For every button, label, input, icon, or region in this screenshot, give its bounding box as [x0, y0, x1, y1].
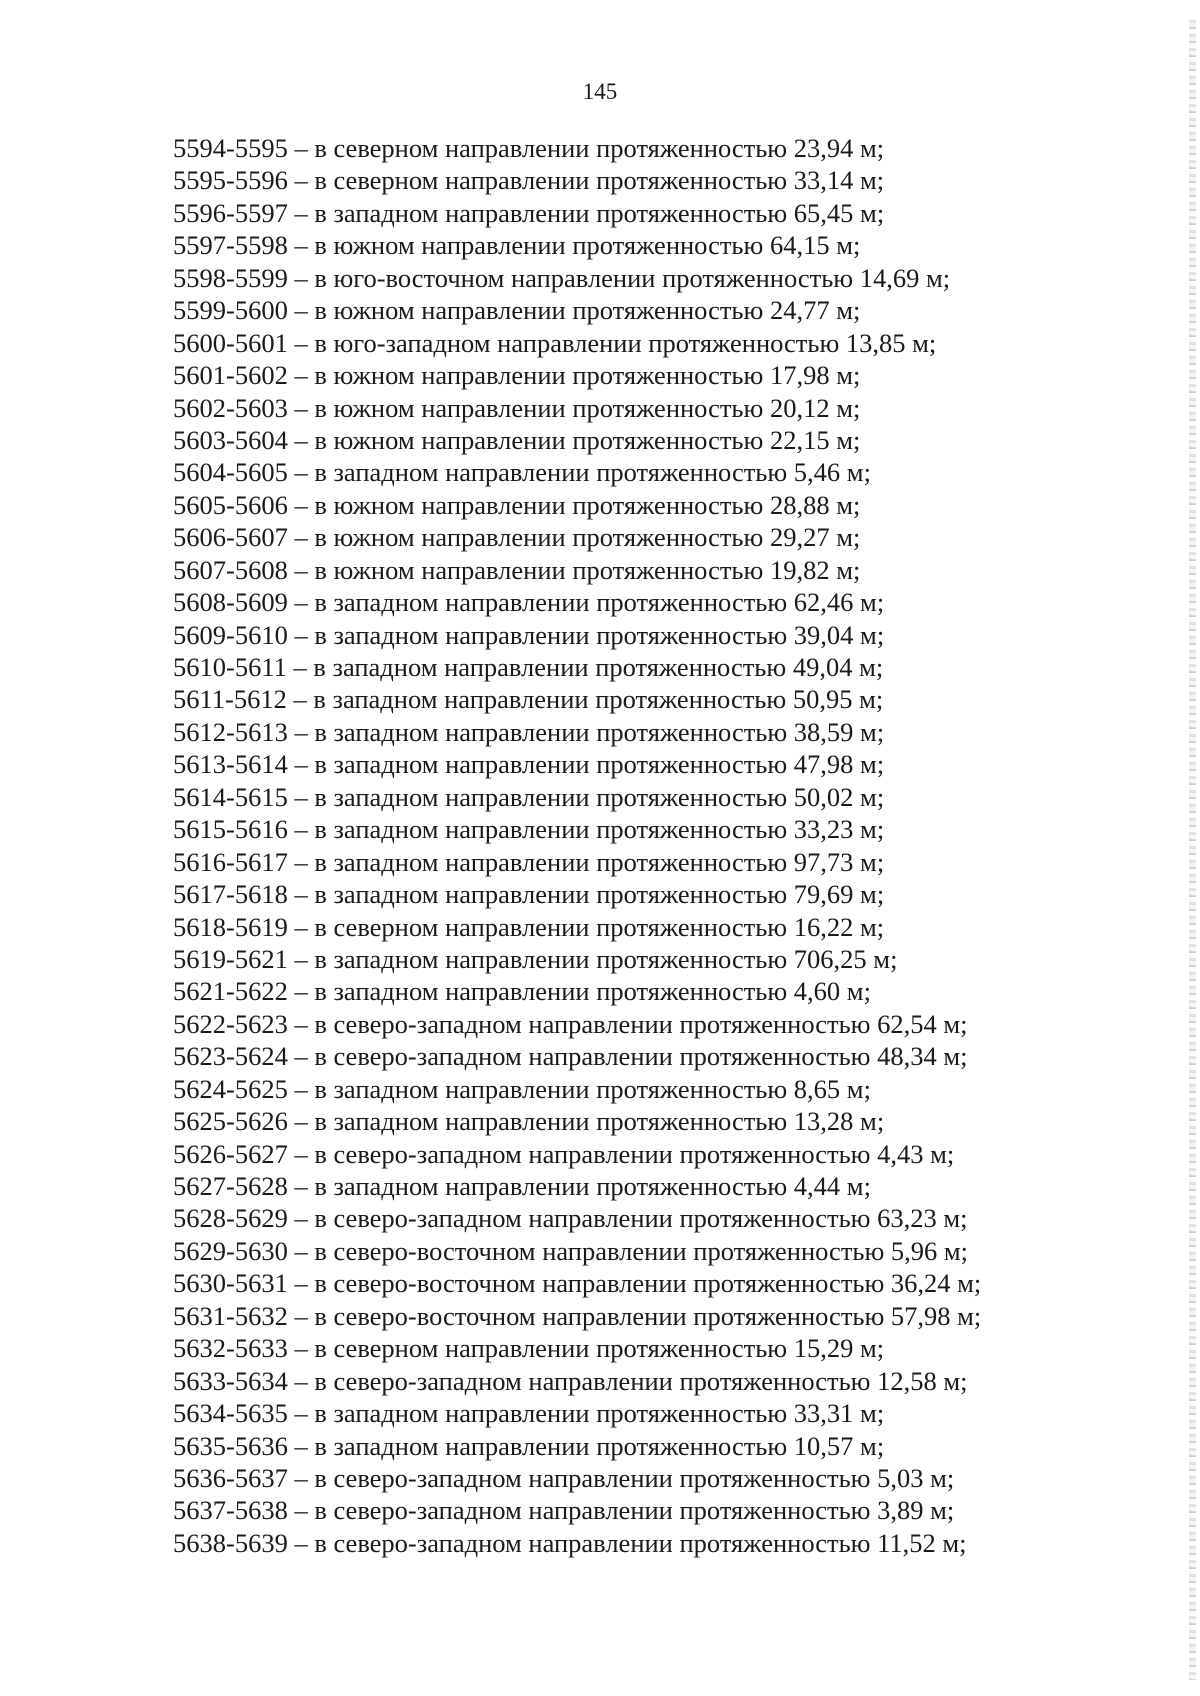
segment-line	[173, 1202, 981, 1234]
segment-separator: –	[287, 392, 315, 423]
segment-range: 5611-5612	[173, 684, 287, 715]
segment-line	[173, 327, 981, 359]
segment-range: 5631-5632	[173, 1300, 288, 1331]
segment-line	[173, 1138, 981, 1170]
segment-description: в северо-западном направлении протяженностью 5,03 м;	[314, 1462, 955, 1493]
segment-description: в южном направлении протяженностью 24,77 м;	[314, 295, 861, 326]
segment-separator: –	[287, 1203, 315, 1234]
segment-range: 5599-5600	[173, 295, 288, 326]
segment-description: в южном направлении протяженностью 17,98 м;	[314, 360, 861, 391]
segment-range: 5612-5613	[173, 716, 288, 747]
segment-separator: –	[287, 619, 315, 650]
segment-line	[173, 1073, 981, 1105]
segment-range: 5627-5628	[173, 1171, 288, 1201]
segment-description: в западном направлении протяженностью 50,95 м;	[313, 684, 884, 715]
segment-range: 5637-5638	[173, 1495, 288, 1526]
segment-range: 5609-5610	[173, 619, 288, 650]
segment-separator: –	[287, 197, 315, 228]
segment-separator: –	[287, 424, 315, 455]
page-number: 145	[582, 79, 618, 104]
segment-separator: –	[287, 1333, 315, 1364]
segment-range: 5603-5604	[173, 424, 288, 455]
segment-range: 5610-5611	[173, 652, 287, 682]
segment-range: 5621-5622	[173, 976, 288, 1007]
segment-line	[173, 1170, 981, 1202]
segment-line	[173, 975, 981, 1007]
segment-description: в южном направлении протяженностью 20,12 м;	[314, 392, 861, 423]
segment-line	[173, 781, 981, 813]
segment-range: 5630-5631	[173, 1268, 288, 1299]
segment-separator: –	[287, 846, 315, 877]
segment-range: 5598-5599	[173, 262, 288, 293]
segment-description: в северо-западном направлении протяженностью 63,23 м;	[314, 1203, 968, 1234]
segment-description: в южном направлении протяженностью 28,88 м;	[314, 489, 861, 520]
segment-line	[173, 586, 981, 618]
segment-description: в северо-западном направлении протяженностью 48,34 м;	[314, 1041, 968, 1072]
segment-separator: –	[287, 1138, 315, 1169]
segment-line	[173, 1267, 981, 1299]
segment-line	[173, 1365, 981, 1397]
segment-range: 5595-5596	[173, 165, 288, 196]
segment-range: 5628-5629	[173, 1203, 288, 1234]
segment-description: в западном направлении протяженностью 39,04 м;	[314, 619, 885, 650]
segment-line	[173, 813, 981, 845]
segment-range: 5596-5597	[173, 197, 288, 228]
segment-description: в северо-западном направлении протяженностью 11,52 м;	[314, 1527, 967, 1558]
segment-description: в северном направлении протяженностью 16,22 м;	[314, 911, 885, 942]
segment-separator: –	[287, 1300, 315, 1331]
segment-description: в западном направлении протяженностью 38,59 м;	[314, 716, 885, 747]
segment-separator: –	[287, 230, 315, 261]
segment-separator: –	[287, 295, 315, 326]
segment-separator: –	[287, 1008, 315, 1039]
segment-description: в северо-западном направлении протяженностью 62,54 м;	[314, 1008, 968, 1039]
segment-description: в западном направлении протяженностью 97,73 м;	[314, 846, 885, 877]
segment-description: в западном направлении протяженностью 8,65 м;	[314, 1073, 871, 1104]
segment-range: 5607-5608	[173, 554, 288, 585]
segment-separator: –	[287, 1171, 315, 1201]
segment-line	[173, 716, 981, 748]
segment-range: 5606-5607	[173, 522, 288, 553]
segment-line	[173, 1430, 981, 1462]
segment-description: в западном направлении протяженностью 5,46 м;	[314, 457, 871, 488]
segment-description: в западном направлении протяженностью 4,60 м;	[314, 976, 871, 1007]
segment-line	[173, 294, 981, 326]
segment-line	[173, 456, 981, 488]
segment-description: в северо-восточном направлении протяженностью 36,24 м;	[314, 1268, 982, 1299]
segment-description: в западном направлении протяженностью 33,31 м;	[314, 1398, 885, 1429]
segment-separator: –	[287, 1041, 315, 1072]
segment-line	[173, 846, 981, 878]
segment-range: 5605-5606	[173, 489, 288, 520]
segment-description: в западном направлении протяженностью 65,45 м;	[314, 197, 885, 228]
segment-separator: –	[287, 749, 315, 780]
segment-separator: –	[287, 133, 315, 163]
segment-range: 5634-5635	[173, 1398, 288, 1429]
segment-line	[173, 197, 981, 229]
segment-list	[173, 132, 981, 1559]
segment-range: 5601-5602	[173, 360, 288, 391]
segment-separator: –	[287, 1365, 315, 1396]
scan-edge-artifact	[1189, 20, 1196, 1680]
segment-line	[173, 1332, 981, 1364]
segment-range: 5613-5614	[173, 749, 288, 780]
segment-line	[173, 262, 981, 294]
segment-line	[173, 424, 981, 456]
segment-description: в северо-западном направлении протяженностью 3,89 м;	[314, 1495, 955, 1526]
segment-separator: –	[287, 165, 315, 196]
segment-range: 5615-5616	[173, 814, 288, 845]
segment-separator: –	[287, 879, 315, 910]
segment-description: в западном направлении протяженностью 79,69 м;	[314, 879, 885, 910]
segment-line	[173, 1494, 981, 1526]
segment-description: в западном направлении протяженностью 706,25 м;	[314, 943, 898, 974]
segment-line	[173, 1105, 981, 1137]
segment-separator: –	[287, 489, 315, 520]
segment-line	[173, 1462, 981, 1494]
segment-separator: –	[287, 1430, 315, 1461]
segment-range: 5597-5598	[173, 230, 288, 261]
segment-separator: –	[287, 1495, 315, 1526]
segment-separator: –	[287, 716, 315, 747]
segment-line	[173, 359, 981, 391]
segment-range: 5616-5617	[173, 846, 288, 877]
segment-separator: –	[287, 360, 315, 391]
segment-line	[173, 683, 981, 715]
segment-description: в западном направлении протяженностью 33,23 м;	[314, 814, 885, 845]
segment-range: 5602-5603	[173, 392, 288, 423]
segment-range: 5632-5633	[173, 1333, 288, 1364]
segment-description: в северном направлении протяженностью 33,14 м;	[314, 165, 885, 196]
segment-line	[173, 943, 981, 975]
segment-range: 5636-5637	[173, 1462, 288, 1493]
segment-separator: –	[287, 1073, 315, 1104]
segment-separator: –	[287, 1462, 315, 1493]
segment-line	[173, 619, 981, 651]
segment-description: в южном направлении протяженностью 29,27 м;	[314, 522, 861, 553]
segment-separator: –	[286, 652, 314, 682]
segment-description: в западном направлении протяженностью 4,44 м;	[314, 1171, 871, 1201]
segment-description: в северо-восточном направлении протяженностью 57,98 м;	[314, 1300, 982, 1331]
segment-line	[173, 521, 981, 553]
segment-description: в северном направлении протяженностью 15,29 м;	[314, 1333, 885, 1364]
segment-range: 5635-5636	[173, 1430, 288, 1461]
segment-line	[173, 132, 981, 164]
segment-line	[173, 1040, 981, 1072]
segment-line	[173, 1527, 981, 1559]
segment-separator: –	[287, 911, 315, 942]
segment-description: в западном направлении протяженностью 10,57 м;	[314, 1430, 885, 1461]
segment-line	[173, 748, 981, 780]
segment-line	[173, 554, 981, 586]
segment-description: в южном направлении протяженностью 22,15 м;	[314, 424, 861, 455]
segment-separator: –	[287, 1268, 315, 1299]
segment-line	[173, 392, 981, 424]
segment-range: 5600-5601	[173, 327, 288, 358]
segment-separator: –	[287, 943, 315, 974]
segment-line	[173, 229, 981, 261]
segment-line	[173, 1397, 981, 1429]
segment-range: 5624-5625	[173, 1073, 288, 1104]
segment-range: 5629-5630	[173, 1235, 288, 1266]
segment-separator: –	[287, 522, 315, 553]
segment-description: в западном направлении протяженностью 62,46 м;	[314, 587, 885, 618]
segment-separator: –	[287, 554, 315, 585]
segment-description: в юго-восточном направлении протяженностью 14,69 м;	[314, 262, 951, 293]
segment-range: 5614-5615	[173, 781, 288, 812]
segment-range: 5623-5624	[173, 1041, 288, 1072]
segment-separator: –	[287, 781, 315, 812]
segment-range: 5619-5621	[173, 943, 288, 974]
segment-line	[173, 878, 981, 910]
segment-range: 5638-5639	[173, 1527, 288, 1558]
segment-separator: –	[287, 262, 315, 293]
segment-description: в северо-западном направлении протяженностью 12,58 м;	[314, 1365, 968, 1396]
segment-line	[173, 489, 981, 521]
segment-separator: –	[287, 457, 315, 488]
segment-range: 5618-5619	[173, 911, 288, 942]
segment-separator: –	[287, 1527, 315, 1558]
segment-separator: –	[287, 587, 315, 618]
segment-separator: –	[287, 1398, 315, 1429]
segment-separator: –	[287, 327, 315, 358]
segment-description: в северо-восточном направлении протяженностью 5,96 м;	[314, 1235, 969, 1266]
segment-line	[173, 164, 981, 196]
segment-range: 5594-5595	[173, 133, 288, 163]
segment-separator: –	[287, 1235, 315, 1266]
segment-description: в западном направлении протяженностью 50,02 м;	[314, 781, 885, 812]
segment-separator: –	[287, 1106, 315, 1137]
segment-description: в южном направлении протяженностью 64,15 м;	[314, 230, 861, 261]
segment-line	[173, 651, 981, 683]
segment-range: 5608-5609	[173, 587, 288, 618]
segment-range: 5625-5626	[173, 1106, 288, 1137]
segment-line	[173, 1008, 981, 1040]
segment-description: в северном направлении протяженностью 23,94 м;	[314, 133, 885, 163]
segment-description: в западном направлении протяженностью 47,98 м;	[314, 749, 885, 780]
segment-separator: –	[287, 814, 315, 845]
segment-description: в северо-западном направлении протяженностью 4,43 м;	[314, 1138, 955, 1169]
segment-description: в юго-западном направлении протяженностью 13,85 м;	[314, 327, 937, 358]
segment-range: 5617-5618	[173, 879, 288, 910]
segment-separator: –	[287, 976, 315, 1007]
segment-description: в южном направлении протяженностью 19,82 м;	[314, 554, 861, 585]
segment-range: 5633-5634	[173, 1365, 288, 1396]
segment-line	[173, 1235, 981, 1267]
segment-description: в западном направлении протяженностью 13,28 м;	[314, 1106, 885, 1137]
segment-range: 5626-5627	[173, 1138, 288, 1169]
segment-line	[173, 1300, 981, 1332]
segment-range: 5604-5605	[173, 457, 288, 488]
segment-separator: –	[286, 684, 314, 715]
segment-line	[173, 911, 981, 943]
segment-range: 5622-5623	[173, 1008, 288, 1039]
segment-description: в западном направлении протяженностью 49,04 м;	[313, 652, 884, 682]
